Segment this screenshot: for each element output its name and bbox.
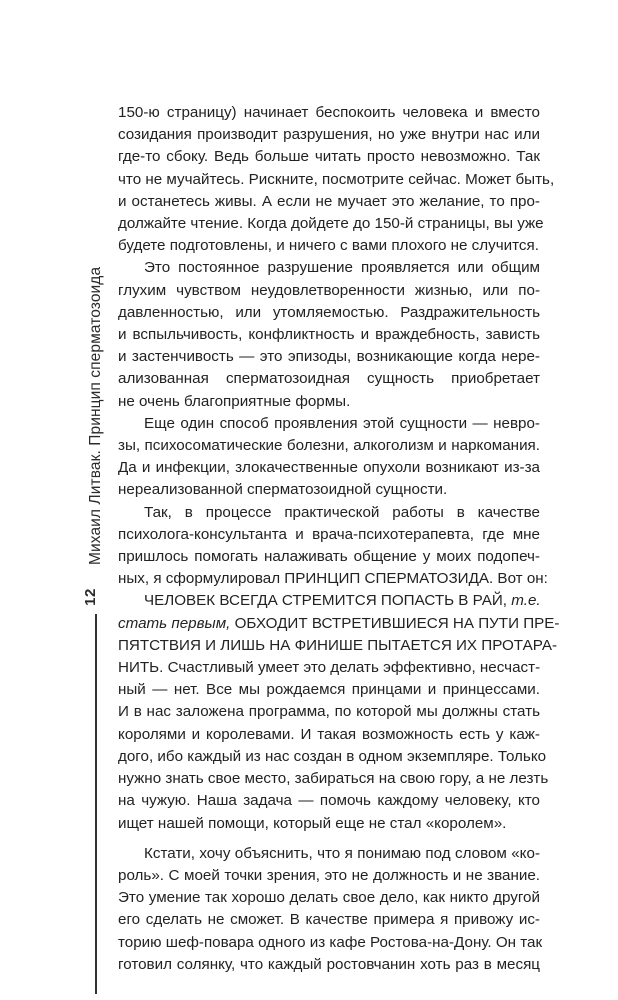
text-line: на чужую. Наша задача — помочь каждому человеку, кто [118,792,540,810]
paragraph [118,257,540,412]
text-line: психолога-консультанта и врача-психотерапевта, где мне [118,525,540,543]
text-line: дого, ибо каждый из нас создан в одном экземпляре. Только [118,747,547,765]
text-line: ализованная сперматозоидная сущность приобретает [118,370,540,388]
text-line: пришлось помогать налаживать общение у моих подопеч- [118,548,540,566]
text-line: И в нас заложена программа, по которой мы должны стать [118,703,540,721]
text-line: королями и королевами. И такая возможность есть у каж- [118,725,540,743]
text-line: и останетесь живы. А если не мучает это желание, то про- [118,192,540,210]
text-line: нереализованной сперматозоидной сущности. [118,481,448,499]
text-line: торию шеф-повара одного из кафе Ростова-на-Дону. Он так [118,933,543,951]
text-line: готовил солянку, что каждый ростовчанин хоть раз в месяц [118,955,540,973]
text-line: глухим чувством неудовлетворенности жизнью, или по- [118,281,540,299]
text-line: Это постоянное разрушение проявляется или общим [144,259,540,277]
running-header: Михаил Литвак. Принцип сперматозоида [87,266,104,565]
body-text [118,102,560,976]
paragraph [118,843,543,976]
text-line: ПЯТСТВИЯ И ЛИШЬ НА ФИНИШЕ ПЫТАЕТСЯ ИХ ПРОТАРА- [118,636,558,654]
text-line: роль». С моей точки зрения, это не должность и не звание. [118,866,540,884]
text-line: должайте чтение. Когда дойдете до 150-й страницы, вы уже [118,215,544,233]
text-line: созидания производит разрушения, но уже внутри нас или [118,126,540,144]
principle-text: ОБХОДИТ ВСТРЕТИВШИЕСЯ НА ПУТИ ПРЕ- [230,614,560,632]
text-line: НИТЬ. Счастливый умеет это делать эффективно, несчаст- [118,659,541,677]
text-line: Еще один способ проявления этой сущности — невро- [144,414,540,432]
text-line: его сделать не сможет. В качестве примера я привожу ис- [118,911,540,929]
text-line: где-то сбоку. Ведь больше читать просто невозможно. Так [118,148,540,166]
page-number: 12 [82,588,99,606]
paragraph-gap [118,835,540,843]
paragraph [118,590,560,834]
text-line: Это умение так хорошо делать свое дело, как никто другой [118,889,540,907]
paragraph [118,502,548,591]
text-line: нужно знать свое место, забираться на свою гору, а не лезть [118,770,549,788]
text-line: ищет нашей помощи, который еще не стал «королем». [118,814,507,832]
text-line: давленностью, или утомляемостью. Раздражительность [118,303,540,321]
text-line: 150-ю страницу) начинает беспокоить человека и вместо [118,104,540,121]
principle-text: ЧЕЛОВЕК ВСЕГДА СТРЕМИТСЯ ПОПАСТЬ В РАЙ, [144,592,512,610]
text-line: и вспыльчивость, конфликтность и враждебность, зависть [118,326,540,344]
principle-italic: т.е. [511,592,541,610]
text-line: ный — нет. Все мы рождаемся принцами и принцессами. [118,681,540,699]
text-line: и застенчивость — это эпизоды, возникающие когда нере- [118,348,540,366]
margin-rule [95,614,97,994]
text-line: что не мучайтесь. Рискните, посмотрите сейчас. Может быть, [118,170,555,188]
text-line [118,590,540,612]
text-line: Да и инфекции, злокачественные опухоли возникают из-за [118,459,540,477]
text-line: будете подготовлены, и ничего с вами плохого не случится. [118,237,539,255]
text-line: ных, я сформулировал ПРИНЦИП СПЕРМАТОЗИДА. Вот он: [118,570,548,588]
principle-italic: стать первым, [118,614,231,632]
text-line: зы, психосоматические болезни, алкоголизм и наркомания. [118,437,540,455]
paragraph [118,413,540,502]
text-line: Так, в процессе практической работы в качестве [144,503,540,521]
text-line: Кстати, хочу объяснить, что я понимаю под словом «ко- [144,844,540,862]
text-line: не очень благоприятные формы. [118,392,351,410]
text-line [118,613,560,635]
paragraph [118,102,555,257]
